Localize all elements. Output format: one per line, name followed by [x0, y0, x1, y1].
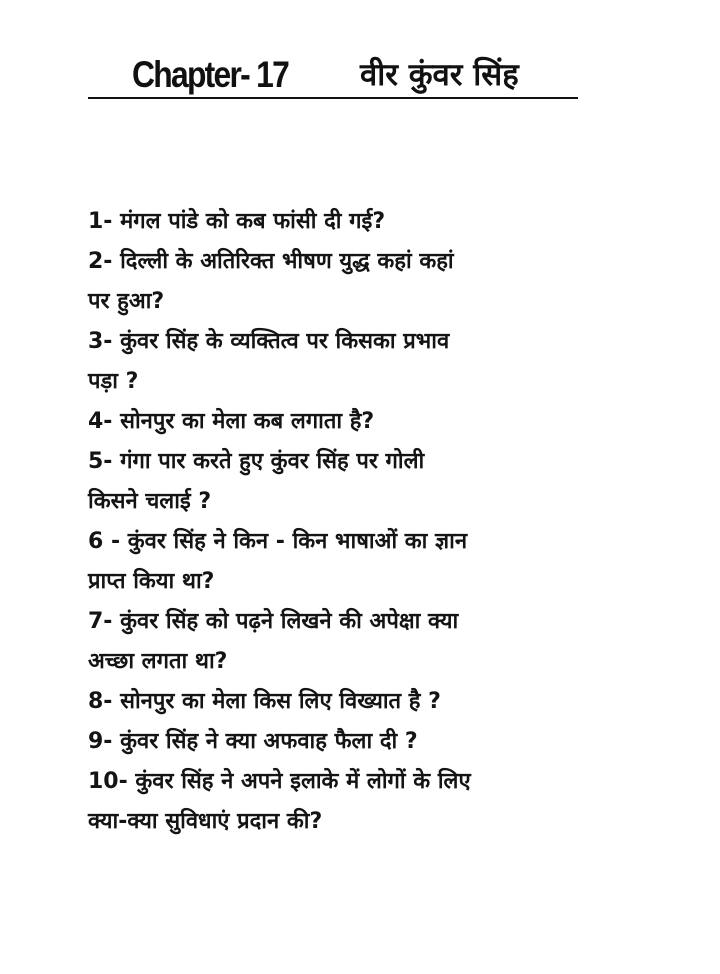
question-list	[88, 202, 648, 842]
question-item	[88, 762, 648, 842]
question-item	[88, 242, 648, 322]
question-line: क्या-क्या सुविधाएं प्रदान की?	[88, 809, 323, 834]
page-title	[88, 52, 588, 104]
question-line: 5- गंगा पार करते हुए कुंवर सिंह पर गोली	[88, 449, 425, 474]
question-line: पड़ा ?	[88, 369, 139, 394]
question-item	[88, 522, 648, 602]
question-line: 4- सोनपुर का मेला कब लगाता है?	[88, 409, 375, 434]
question-item	[88, 602, 648, 682]
title-underline	[88, 97, 578, 99]
question-line: 6 - कुंवर सिंह ने किन - किन भाषाओं का ज्ञान	[88, 529, 468, 554]
question-line: 7- कुंवर सिंह को पढ़ने लिखने की अपेक्षा क्या	[88, 609, 459, 634]
question-item	[88, 402, 648, 442]
question-line: किसने चलाई ?	[88, 489, 212, 514]
chapter-name: वीर कुंवर सिंह	[360, 57, 519, 93]
question-line: प्राप्त किया था?	[88, 569, 215, 594]
question-item	[88, 442, 648, 522]
question-line: 3- कुंवर सिंह के व्यक्तित्व पर किसका प्रभाव	[88, 329, 450, 354]
question-line: 9- कुंवर सिंह ने क्या अफवाह फैला दी ?	[88, 729, 418, 754]
question-line: 1- मंगल पांडे को कब फांसी दी गई?	[88, 209, 386, 234]
question-item	[88, 682, 648, 722]
question-line: 10- कुंवर सिंह ने अपने इलाके में लोगों के लिए	[88, 769, 471, 794]
question-line: 2- दिल्ली के अतिरिक्त भीषण युद्ध कहां कहां	[88, 249, 454, 274]
chapter-heading: Chapter- 17	[132, 54, 289, 95]
question-item	[88, 322, 648, 402]
question-line: पर हुआ?	[88, 289, 165, 314]
question-line: 8- सोनपुर का मेला किस लिए विख्यात है ?	[88, 689, 441, 714]
question-line: अच्छा लगता था?	[88, 649, 228, 674]
question-item	[88, 202, 648, 242]
question-item	[88, 722, 648, 762]
